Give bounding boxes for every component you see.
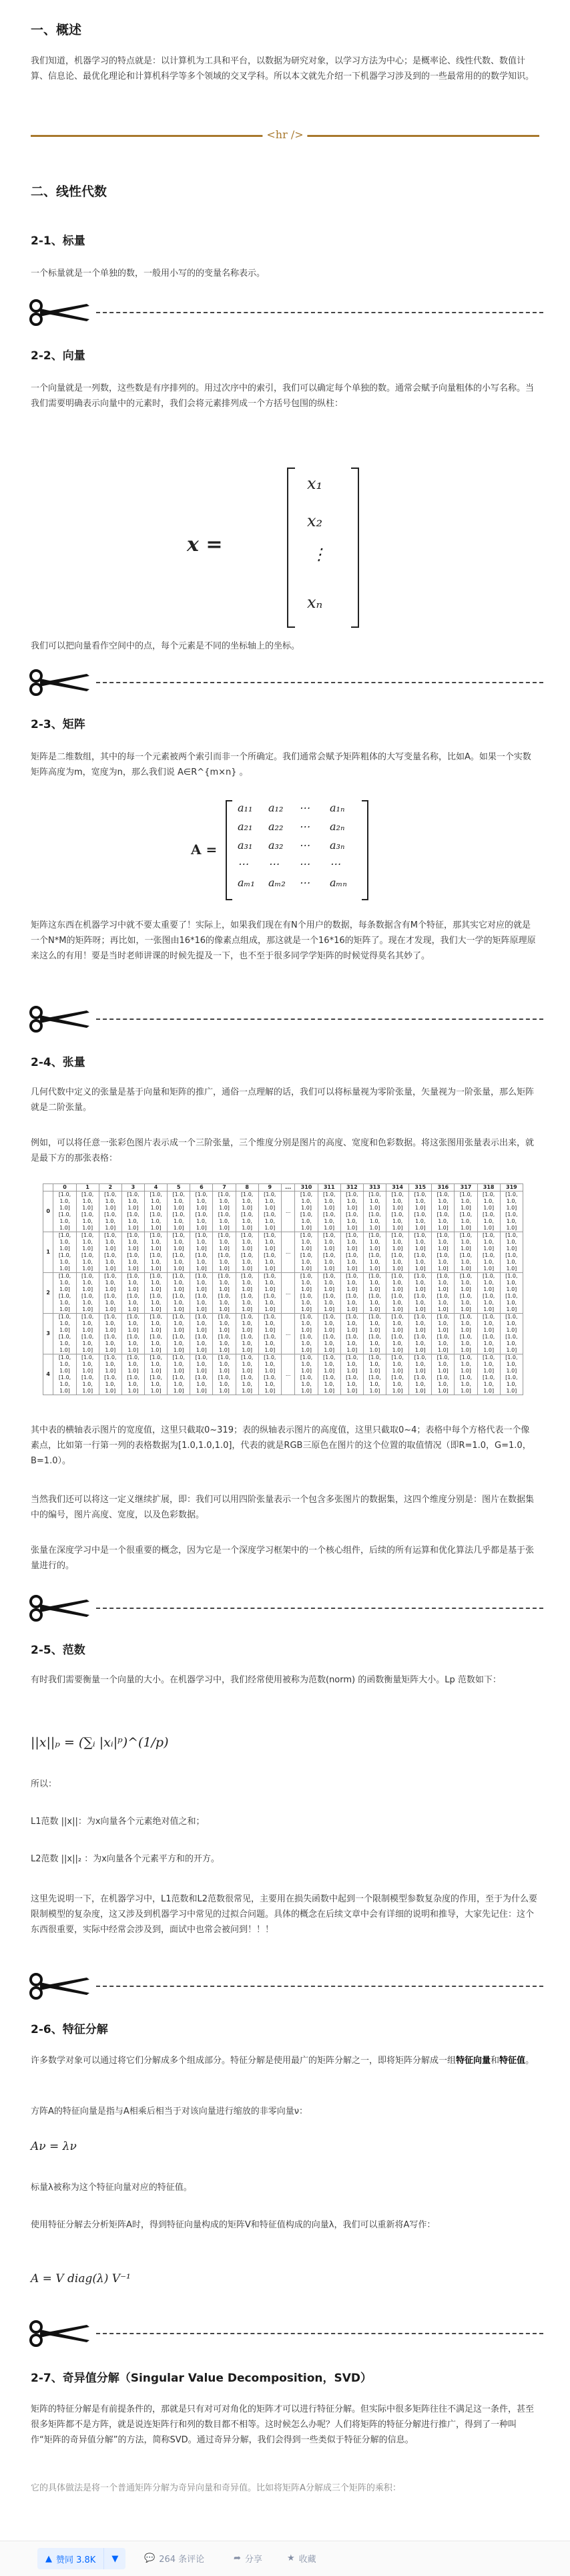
matrix-entry: a₁₂ bbox=[268, 801, 284, 814]
vector-formula bbox=[187, 468, 387, 628]
table-cell: [1.0, 1.0, 1.0] [1.0, 1.0, 1.0] bbox=[386, 1354, 409, 1395]
table-cell: [1.0, 1.0, 1.0] [1.0, 1.0, 1.0] bbox=[432, 1191, 455, 1232]
table-cell: [1.0, 1.0, 1.0] [1.0, 1.0, 1.0] bbox=[477, 1314, 500, 1354]
matrix-entry: a₂ₙ bbox=[330, 820, 345, 833]
matrix-entry: ⋯ bbox=[268, 858, 279, 870]
subsection-title-matrix: 2-3、矩阵 bbox=[31, 718, 85, 731]
eigen-paragraph-1 bbox=[31, 2053, 538, 2068]
divider-label: <hr /> bbox=[262, 128, 307, 141]
table-cell: [1.0, 1.0, 1.0] [1.0, 1.0, 1.0] bbox=[145, 1354, 168, 1395]
comment-icon: 💬 bbox=[144, 2553, 156, 2563]
table-cell: [1.0, 1.0, 1.0] [1.0, 1.0, 1.0] bbox=[213, 1354, 236, 1395]
vector-formula-lhs: x = bbox=[187, 533, 223, 556]
matrix-paragraph: 矩阵是二维数组，其中的每一个元素被两个索引而非一个所确定。我们通常会赋予矩阵粗体的大写变量名称，比如A。如果一个实数矩阵高度为m，宽度为n，那么我们说 A∈R^{m×n} 。 bbox=[31, 752, 531, 777]
table-cell: [1.0, 1.0, 1.0] [1.0, 1.0, 1.0] bbox=[477, 1273, 500, 1314]
gold-divider bbox=[31, 128, 539, 143]
subsection-title-vector: 2-2、向量 bbox=[31, 349, 85, 363]
table-cell: [1.0, 1.0, 1.0] [1.0, 1.0, 1.0] bbox=[500, 1354, 523, 1395]
table-cell: [1.0, 1.0, 1.0] [1.0, 1.0, 1.0] bbox=[76, 1354, 99, 1395]
eigen-text: 许多数学对象可以通过将它们分解成多个组成部分。特征分解是使用最广的矩阵分解之一，即将矩阵分解成一组 bbox=[31, 2056, 457, 2066]
matrix-formula bbox=[191, 800, 391, 900]
matrix-entry: ⋯ bbox=[299, 801, 310, 814]
table-cell: [1.0, 1.0, 1.0] [1.0, 1.0, 1.0] bbox=[432, 1314, 455, 1354]
table-cell: [1.0, 1.0, 1.0] [1.0, 1.0, 1.0] bbox=[258, 1314, 281, 1354]
table-cell: [1.0, 1.0, 1.0] [1.0, 1.0, 1.0] bbox=[236, 1314, 258, 1354]
table-row-header: 1 bbox=[43, 1232, 53, 1273]
table-cell: [1.0, 1.0, 1.0] [1.0, 1.0, 1.0] bbox=[53, 1191, 76, 1232]
table-cell: [1.0, 1.0, 1.0] [1.0, 1.0, 1.0] bbox=[318, 1232, 340, 1273]
matrix-entry: ⋯ bbox=[299, 876, 310, 889]
table-cell: [1.0, 1.0, 1.0] [1.0, 1.0, 1.0] bbox=[432, 1354, 455, 1395]
dashed-line bbox=[96, 312, 543, 313]
table-cell: [1.0, 1.0, 1.0] [1.0, 1.0, 1.0] bbox=[76, 1273, 99, 1314]
tensor-table-wrapper bbox=[43, 1183, 523, 1411]
table-cell: [1.0, 1.0, 1.0] [1.0, 1.0, 1.0] bbox=[121, 1314, 144, 1354]
matrix-entry: ⋯ bbox=[238, 858, 248, 870]
matrix-formula-lhs: A = bbox=[191, 842, 218, 858]
table-cell: [1.0, 1.0, 1.0] [1.0, 1.0, 1.0] bbox=[145, 1232, 168, 1273]
star-icon: ★ bbox=[287, 2553, 295, 2563]
scissors-icon bbox=[27, 1973, 91, 2000]
table-cell: [1.0, 1.0, 1.0] [1.0, 1.0, 1.0] bbox=[363, 1273, 386, 1314]
scissors-icon bbox=[27, 299, 91, 326]
table-cell: [1.0, 1.0, 1.0] [1.0, 1.0, 1.0] bbox=[318, 1191, 340, 1232]
vector-entry: ⋮ bbox=[311, 545, 327, 564]
table-cell: [1.0, 1.0, 1.0] [1.0, 1.0, 1.0] bbox=[409, 1354, 432, 1395]
table-cell: [1.0, 1.0, 1.0] [1.0, 1.0, 1.0] bbox=[455, 1314, 477, 1354]
table-cell: [1.0, 1.0, 1.0] [1.0, 1.0, 1.0] bbox=[500, 1314, 523, 1354]
table-row-header: 2 bbox=[43, 1273, 53, 1314]
table-cell: [1.0, 1.0, 1.0] [1.0, 1.0, 1.0] bbox=[99, 1273, 121, 1314]
table-cell: [1.0, 1.0, 1.0] [1.0, 1.0, 1.0] bbox=[190, 1354, 213, 1395]
overview-paragraph: 我们知道，机器学习的特点就是：以计算机为工具和平台，以数据为研究对象，以学习方法为中心；是概率论、线性代数、数值计算、信息论、最优化理论和计算机科学等多个领域的交叉学科。所以本文就先介绍一下机器学习涉及到的一些最常用的的数学知识。 bbox=[31, 56, 535, 81]
scissors-icon bbox=[27, 2320, 91, 2347]
table-cell: [1.0, 1.0, 1.0] [1.0, 1.0, 1.0] bbox=[168, 1191, 190, 1232]
matrix-entry: aₘ₂ bbox=[268, 876, 286, 889]
table-cell: [1.0, 1.0, 1.0] [1.0, 1.0, 1.0] bbox=[99, 1232, 121, 1273]
table-cell: [1.0, 1.0, 1.0] [1.0, 1.0, 1.0] bbox=[213, 1191, 236, 1232]
scissors-icon bbox=[27, 669, 91, 696]
subsection-title-tensor: 2-4、张量 bbox=[31, 1056, 85, 1069]
table-corner bbox=[43, 1184, 53, 1191]
eigen-formula-2: A = V diag(λ) V⁻¹ bbox=[31, 2272, 131, 2285]
norm-after-paragraph: 这里先说明一下，在机器学习中，L1范数和L2范数很常见，主要用在损失函数中起到一个限制模型参数复杂度的作用，至于为什么要限制模型的复杂度，这又涉及到机器学习中常见的过拟合问题。具体的概念在后续文章中会有详细的说明和推导，大家先记住：这个东西很重要，实际中经常会涉及到，面试中也常会被问到！！！ bbox=[31, 1894, 538, 1935]
matrix-entry: a₃₁ bbox=[238, 839, 253, 852]
matrix-entry: a₂₂ bbox=[268, 820, 284, 833]
table-cell: [1.0, 1.0, 1.0] [1.0, 1.0, 1.0] bbox=[340, 1191, 363, 1232]
table-column-header: ... bbox=[281, 1184, 295, 1191]
vector-entry: x₁ bbox=[307, 474, 323, 493]
table-cell: [1.0, 1.0, 1.0] [1.0, 1.0, 1.0] bbox=[386, 1273, 409, 1314]
table-cell: [1.0, 1.0, 1.0] [1.0, 1.0, 1.0] bbox=[258, 1232, 281, 1273]
table-row-header: 0 bbox=[43, 1191, 53, 1232]
norm-formula: ||x||ₚ = (∑ᵢ |xᵢ|ᵖ)^(1/p) bbox=[31, 1735, 169, 1750]
table-cell: [1.0, 1.0, 1.0] [1.0, 1.0, 1.0] bbox=[340, 1273, 363, 1314]
tensor-paragraph-3: 其中表的横轴表示图片的宽度值，这里只截取0~319；表的纵轴表示图片的高度值，这里只截取0~4；表格中每个方格代表一个像素点，比如第一行第一列的表格数据为[1.0,1.0,1.0]，代表的就是RGB三原色在图片的这个位置的取值情况（即R=1.0，G=1.0，B=1.0）。 bbox=[31, 1425, 531, 1466]
table-cell: [1.0, 1.0, 1.0] [1.0, 1.0, 1.0] bbox=[76, 1314, 99, 1354]
matrix-entry: a₂₁ bbox=[238, 820, 253, 833]
table-cell: [1.0, 1.0, 1.0] [1.0, 1.0, 1.0] bbox=[455, 1191, 477, 1232]
scissor-divider bbox=[27, 669, 543, 696]
table-cell: [1.0, 1.0, 1.0] [1.0, 1.0, 1.0] bbox=[455, 1273, 477, 1314]
table-row bbox=[43, 1232, 523, 1273]
table-cell: [1.0, 1.0, 1.0] [1.0, 1.0, 1.0] bbox=[432, 1273, 455, 1314]
matrix-entry: ⋯ bbox=[299, 858, 310, 870]
table-column-header: 9 bbox=[258, 1184, 281, 1191]
table-cell: [1.0, 1.0, 1.0] [1.0, 1.0, 1.0] bbox=[53, 1354, 76, 1395]
table-cell: [1.0, 1.0, 1.0] [1.0, 1.0, 1.0] bbox=[145, 1273, 168, 1314]
table-cell: [1.0, 1.0, 1.0] [1.0, 1.0, 1.0] bbox=[236, 1273, 258, 1314]
collect-button[interactable] bbox=[287, 2552, 316, 2565]
table-column-header: 312 bbox=[340, 1184, 363, 1191]
eigen-text: 。 bbox=[525, 2056, 535, 2066]
section-title-overview: 一、概述 bbox=[31, 23, 82, 37]
table-column-header: 318 bbox=[477, 1184, 500, 1191]
table-cell: [1.0, 1.0, 1.0] [1.0, 1.0, 1.0] bbox=[53, 1273, 76, 1314]
matrix-entry: ⋯ bbox=[299, 839, 310, 852]
subsection-title-svd: 2-7、奇异值分解（Singular Value Decomposition，SVD） bbox=[31, 2372, 372, 2385]
like-count: 赞同 3.8K bbox=[56, 2555, 96, 2565]
table-column-header: 314 bbox=[386, 1184, 409, 1191]
eigenvector-term: 特征向量 bbox=[456, 2056, 491, 2066]
table-column-header: 316 bbox=[432, 1184, 455, 1191]
matrix-entry: a₃ₙ bbox=[330, 839, 345, 852]
dashed-line bbox=[96, 682, 543, 683]
scissor-divider bbox=[27, 299, 543, 326]
norm-paragraph: 有时我们需要衡量一个向量的大小。在机器学习中，我们经常使用被称为范数(norm) 的函数衡量矩阵大小。Lp 范数如下： bbox=[31, 1675, 501, 1685]
table-cell: [1.0, 1.0, 1.0] [1.0, 1.0, 1.0] bbox=[258, 1354, 281, 1395]
table-row bbox=[43, 1191, 523, 1232]
share-icon: ➦ bbox=[234, 2553, 241, 2563]
table-cell: [1.0, 1.0, 1.0] [1.0, 1.0, 1.0] bbox=[477, 1354, 500, 1395]
dashed-line bbox=[96, 1986, 543, 1987]
comments-button[interactable] bbox=[144, 2552, 204, 2565]
collect-label: 收藏 bbox=[298, 2555, 316, 2565]
table-cell: ... bbox=[281, 1314, 295, 1354]
table-cell: [1.0, 1.0, 1.0] [1.0, 1.0, 1.0] bbox=[386, 1232, 409, 1273]
table-column-header: 4 bbox=[145, 1184, 168, 1191]
dislike-button[interactable] bbox=[103, 2548, 125, 2569]
table-column-header: 3 bbox=[121, 1184, 144, 1191]
table-cell: [1.0, 1.0, 1.0] [1.0, 1.0, 1.0] bbox=[53, 1232, 76, 1273]
table-column-header: 310 bbox=[295, 1184, 318, 1191]
table-cell: ... bbox=[281, 1232, 295, 1273]
table-row bbox=[43, 1354, 523, 1395]
share-button[interactable] bbox=[234, 2552, 262, 2565]
table-cell: [1.0, 1.0, 1.0] [1.0, 1.0, 1.0] bbox=[477, 1191, 500, 1232]
eigen-paragraph-2: 方阵A的特征向量是指与A相乘后相当于对该向量进行缩放的非零向量ν： bbox=[31, 2106, 308, 2117]
table-cell: [1.0, 1.0, 1.0] [1.0, 1.0, 1.0] bbox=[409, 1191, 432, 1232]
matrix-entry: ⋯ bbox=[330, 858, 340, 870]
table-cell: [1.0, 1.0, 1.0] [1.0, 1.0, 1.0] bbox=[295, 1191, 318, 1232]
table-cell: [1.0, 1.0, 1.0] [1.0, 1.0, 1.0] bbox=[500, 1273, 523, 1314]
table-cell: [1.0, 1.0, 1.0] [1.0, 1.0, 1.0] bbox=[190, 1273, 213, 1314]
table-column-header: 315 bbox=[409, 1184, 432, 1191]
table-cell: [1.0, 1.0, 1.0] [1.0, 1.0, 1.0] bbox=[386, 1314, 409, 1354]
table-cell: [1.0, 1.0, 1.0] [1.0, 1.0, 1.0] bbox=[295, 1314, 318, 1354]
subsection-title-scalar: 2-1、标量 bbox=[31, 234, 85, 248]
table-cell: [1.0, 1.0, 1.0] [1.0, 1.0, 1.0] bbox=[168, 1232, 190, 1273]
table-column-header: 319 bbox=[500, 1184, 523, 1191]
table-cell: [1.0, 1.0, 1.0] [1.0, 1.0, 1.0] bbox=[340, 1354, 363, 1395]
table-cell: [1.0, 1.0, 1.0] [1.0, 1.0, 1.0] bbox=[295, 1232, 318, 1273]
scissors-icon bbox=[27, 1595, 91, 1622]
table-cell: [1.0, 1.0, 1.0] [1.0, 1.0, 1.0] bbox=[121, 1273, 144, 1314]
dropdown-icon: ▼ bbox=[111, 2553, 119, 2564]
svd-paragraph-2: 它的具体做法是将一个普通矩阵分解为奇异向量和奇异值。比如将矩阵A分解成三个矩阵的乘积： bbox=[31, 2483, 401, 2493]
eigen-paragraph-4: 使用特征分解去分析矩阵A时，得到特征向量构成的矩阵V和特征值构成的向量λ，我们可以重新将A写作： bbox=[31, 2220, 436, 2230]
table-cell: [1.0, 1.0, 1.0] [1.0, 1.0, 1.0] bbox=[318, 1314, 340, 1354]
like-button[interactable] bbox=[37, 2548, 125, 2569]
table-cell: [1.0, 1.0, 1.0] [1.0, 1.0, 1.0] bbox=[295, 1273, 318, 1314]
table-cell: [1.0, 1.0, 1.0] [1.0, 1.0, 1.0] bbox=[409, 1314, 432, 1354]
vector-entry: xₙ bbox=[307, 593, 323, 612]
table-cell: ... bbox=[281, 1273, 295, 1314]
table-cell: [1.0, 1.0, 1.0] [1.0, 1.0, 1.0] bbox=[318, 1354, 340, 1395]
matrix-entry: ⋯ bbox=[299, 820, 310, 833]
table-cell: [1.0, 1.0, 1.0] [1.0, 1.0, 1.0] bbox=[455, 1354, 477, 1395]
eigenvalue-term: 特征值 bbox=[499, 2056, 526, 2066]
matrix-entry: aₘₙ bbox=[330, 876, 347, 889]
table-column-header: 8 bbox=[236, 1184, 258, 1191]
table-cell: [1.0, 1.0, 1.0] [1.0, 1.0, 1.0] bbox=[213, 1314, 236, 1354]
table-cell: [1.0, 1.0, 1.0] [1.0, 1.0, 1.0] bbox=[500, 1191, 523, 1232]
table-column-header: 0 bbox=[53, 1184, 76, 1191]
l2-norm-line: L2范数 ||x||₂ ：为x向量各个元素平方和的开方。 bbox=[31, 1854, 220, 1864]
table-cell: [1.0, 1.0, 1.0] [1.0, 1.0, 1.0] bbox=[258, 1191, 281, 1232]
table-row-header: 3 bbox=[43, 1314, 53, 1354]
table-cell: [1.0, 1.0, 1.0] [1.0, 1.0, 1.0] bbox=[432, 1232, 455, 1273]
scalar-paragraph: 一个标量就是一个单独的数，一般用小写的的变量名称表示。 bbox=[31, 268, 266, 279]
table-cell: ... bbox=[281, 1191, 295, 1232]
table-cell: [1.0, 1.0, 1.0] [1.0, 1.0, 1.0] bbox=[340, 1314, 363, 1354]
table-column-header: 313 bbox=[363, 1184, 386, 1191]
vector-after-paragraph: 我们可以把向量看作空间中的点，每个元素是不同的坐标轴上的坐标。 bbox=[31, 641, 300, 651]
subsection-title-norm: 2-5、范数 bbox=[31, 1644, 85, 1657]
scissors-icon bbox=[27, 1006, 91, 1033]
svd-paragraph-1: 矩阵的特征分解是有前提条件的，那就是只有对可对角化的矩阵才可以进行特征分解。但实际中很多矩阵往往不满足这一条件，甚至很多矩阵都不是方阵，就是说连矩阵行和列的数目都不相等。这时候怎么办呢？人们将矩阵的特征分解进行推广，得到了一种叫作“矩阵的奇异值分解”的方法，简称SVD。通过奇异分解，我们会得到一些类似于特征分解的信息。 bbox=[31, 2404, 535, 2445]
tensor-paragraph-4: 当然我们还可以将这一定义继续扩展，即：我们可以用四阶张量表示一个包含多张图片的数据集，这四个维度分别是：图片在数据集中的编号，图片高度、宽度，以及色彩数据。 bbox=[31, 1495, 535, 1520]
eigen-text: 和 bbox=[491, 2056, 500, 2066]
table-cell: [1.0, 1.0, 1.0] [1.0, 1.0, 1.0] bbox=[53, 1314, 76, 1354]
table-row-header: 4 bbox=[43, 1354, 53, 1395]
section-title-linear-algebra: 二、线性代数 bbox=[31, 184, 107, 199]
eigen-formula-1: Aν = λν bbox=[31, 2140, 77, 2153]
table-column-header: 6 bbox=[190, 1184, 213, 1191]
table-cell: [1.0, 1.0, 1.0] [1.0, 1.0, 1.0] bbox=[99, 1354, 121, 1395]
matrix-entry: aₘ₁ bbox=[238, 876, 255, 889]
table-cell: [1.0, 1.0, 1.0] [1.0, 1.0, 1.0] bbox=[145, 1191, 168, 1232]
table-cell: [1.0, 1.0, 1.0] [1.0, 1.0, 1.0] bbox=[168, 1314, 190, 1354]
vector-entry: x₂ bbox=[307, 512, 323, 530]
table-cell: [1.0, 1.0, 1.0] [1.0, 1.0, 1.0] bbox=[409, 1273, 432, 1314]
l1-norm-line: L1范数 ||x||：为x向量各个元素绝对值之和； bbox=[31, 1817, 205, 1827]
table-cell: [1.0, 1.0, 1.0] [1.0, 1.0, 1.0] bbox=[236, 1232, 258, 1273]
tensor-paragraph-5: 张量在深度学习中是一个很重要的概念，因为它是一个深度学习框架中的一个核心组件，后续的所有运算和优化算法几乎都是基于张量进行的。 bbox=[31, 1545, 535, 1571]
scissor-divider bbox=[27, 1006, 543, 1033]
share-label: 分享 bbox=[244, 2555, 262, 2565]
scissor-divider bbox=[27, 2320, 543, 2347]
table-cell: [1.0, 1.0, 1.0] [1.0, 1.0, 1.0] bbox=[409, 1232, 432, 1273]
subsection-title-eigendecomposition: 2-6、特征分解 bbox=[31, 2023, 108, 2036]
table-cell: [1.0, 1.0, 1.0] [1.0, 1.0, 1.0] bbox=[76, 1191, 99, 1232]
table-cell: [1.0, 1.0, 1.0] [1.0, 1.0, 1.0] bbox=[236, 1354, 258, 1395]
like-icon: ▲ bbox=[45, 2553, 52, 2564]
dashed-line bbox=[96, 1608, 543, 1609]
table-column-header: 2 bbox=[99, 1184, 121, 1191]
table-cell: [1.0, 1.0, 1.0] [1.0, 1.0, 1.0] bbox=[363, 1314, 386, 1354]
table-cell: [1.0, 1.0, 1.0] [1.0, 1.0, 1.0] bbox=[145, 1314, 168, 1354]
table-cell: [1.0, 1.0, 1.0] [1.0, 1.0, 1.0] bbox=[340, 1232, 363, 1273]
table-cell: ... bbox=[281, 1354, 295, 1395]
matrix-after-paragraph: 矩阵这东西在机器学习中就不要太重要了！实际上，如果我们现在有N个用户的数据，每条数据含有M个特征，那其实它对应的就是一个N*M的矩阵呀；再比如，一张图由16*16的像素点组成，那这就是一个16*16的矩阵了。现在才发现，我们大一学的矩阵原理原来这么的有用！要是当时老师讲课的时候先提及一下，也不至于很多同学学矩阵的时候觉得莫名其妙了。 bbox=[31, 920, 536, 961]
table-column-header: 317 bbox=[455, 1184, 477, 1191]
table-cell: [1.0, 1.0, 1.0] [1.0, 1.0, 1.0] bbox=[477, 1232, 500, 1273]
table-cell: [1.0, 1.0, 1.0] [1.0, 1.0, 1.0] bbox=[99, 1191, 121, 1232]
scissor-divider bbox=[27, 1973, 543, 2000]
vector-paragraph: 一个向量就是一列数，这些数是有序排列的。用过次序中的索引，我们可以确定每个单独的数。通常会赋予向量粗体的小写名称。当我们需要明确表示向量中的元素时，我们会将元素排列成一个方括号包围的纵柱： bbox=[31, 383, 535, 409]
table-cell: [1.0, 1.0, 1.0] [1.0, 1.0, 1.0] bbox=[213, 1273, 236, 1314]
comments-label: 264 条评论 bbox=[159, 2555, 205, 2565]
table-cell: [1.0, 1.0, 1.0] [1.0, 1.0, 1.0] bbox=[168, 1354, 190, 1395]
table-column-header: 1 bbox=[76, 1184, 99, 1191]
table-cell: [1.0, 1.0, 1.0] [1.0, 1.0, 1.0] bbox=[190, 1191, 213, 1232]
table-cell: [1.0, 1.0, 1.0] [1.0, 1.0, 1.0] bbox=[363, 1232, 386, 1273]
dashed-line bbox=[96, 2333, 543, 2334]
norm-so: 所以： bbox=[31, 1779, 57, 1789]
scissor-divider bbox=[27, 1595, 543, 1622]
table-cell: [1.0, 1.0, 1.0] [1.0, 1.0, 1.0] bbox=[318, 1273, 340, 1314]
table-cell: [1.0, 1.0, 1.0] [1.0, 1.0, 1.0] bbox=[258, 1273, 281, 1314]
table-column-header: 5 bbox=[168, 1184, 190, 1191]
matrix-cells bbox=[235, 801, 359, 896]
table-cell: [1.0, 1.0, 1.0] [1.0, 1.0, 1.0] bbox=[213, 1232, 236, 1273]
tensor-table bbox=[43, 1183, 523, 1395]
table-row bbox=[43, 1314, 523, 1354]
action-bar bbox=[0, 2541, 570, 2576]
table-cell: [1.0, 1.0, 1.0] [1.0, 1.0, 1.0] bbox=[236, 1191, 258, 1232]
eigen-paragraph-3: 标量λ被称为这个特征向量对应的特征值。 bbox=[31, 2183, 192, 2193]
table-cell: [1.0, 1.0, 1.0] [1.0, 1.0, 1.0] bbox=[386, 1191, 409, 1232]
table-cell: [1.0, 1.0, 1.0] [1.0, 1.0, 1.0] bbox=[121, 1354, 144, 1395]
tensor-paragraph-1: 几何代数中定义的张量是基于向量和矩阵的推广，通俗一点理解的话，我们可以将标量视为零阶张量，矢量视为一阶张量，那么矩阵就是二阶张量。 bbox=[31, 1087, 535, 1113]
table-cell: [1.0, 1.0, 1.0] [1.0, 1.0, 1.0] bbox=[295, 1354, 318, 1395]
matrix-entry: a₁ₙ bbox=[330, 801, 345, 814]
table-column-header: 311 bbox=[318, 1184, 340, 1191]
table-cell: [1.0, 1.0, 1.0] [1.0, 1.0, 1.0] bbox=[363, 1191, 386, 1232]
table-cell: [1.0, 1.0, 1.0] [1.0, 1.0, 1.0] bbox=[455, 1232, 477, 1273]
table-cell: [1.0, 1.0, 1.0] [1.0, 1.0, 1.0] bbox=[190, 1314, 213, 1354]
table-cell: [1.0, 1.0, 1.0] [1.0, 1.0, 1.0] bbox=[76, 1232, 99, 1273]
table-cell: [1.0, 1.0, 1.0] [1.0, 1.0, 1.0] bbox=[121, 1232, 144, 1273]
dashed-line bbox=[96, 1019, 543, 1020]
table-cell: [1.0, 1.0, 1.0] [1.0, 1.0, 1.0] bbox=[168, 1273, 190, 1314]
tensor-paragraph-2: 例如，可以将任意一张彩色图片表示成一个三阶张量，三个维度分别是图片的高度、宽度和色彩数据。将这张图用张量表示出来，就是最下方的那张表格： bbox=[31, 1138, 535, 1163]
table-cell: [1.0, 1.0, 1.0] [1.0, 1.0, 1.0] bbox=[363, 1354, 386, 1395]
table-row bbox=[43, 1273, 523, 1314]
table-cell: [1.0, 1.0, 1.0] [1.0, 1.0, 1.0] bbox=[500, 1232, 523, 1273]
matrix-entry: a₃₂ bbox=[268, 839, 284, 852]
matrix-entry: a₁₁ bbox=[238, 801, 253, 814]
table-cell: [1.0, 1.0, 1.0] [1.0, 1.0, 1.0] bbox=[190, 1232, 213, 1273]
table-column-header: 7 bbox=[213, 1184, 236, 1191]
table-cell: [1.0, 1.0, 1.0] [1.0, 1.0, 1.0] bbox=[121, 1191, 144, 1232]
table-cell: [1.0, 1.0, 1.0] [1.0, 1.0, 1.0] bbox=[99, 1314, 121, 1354]
